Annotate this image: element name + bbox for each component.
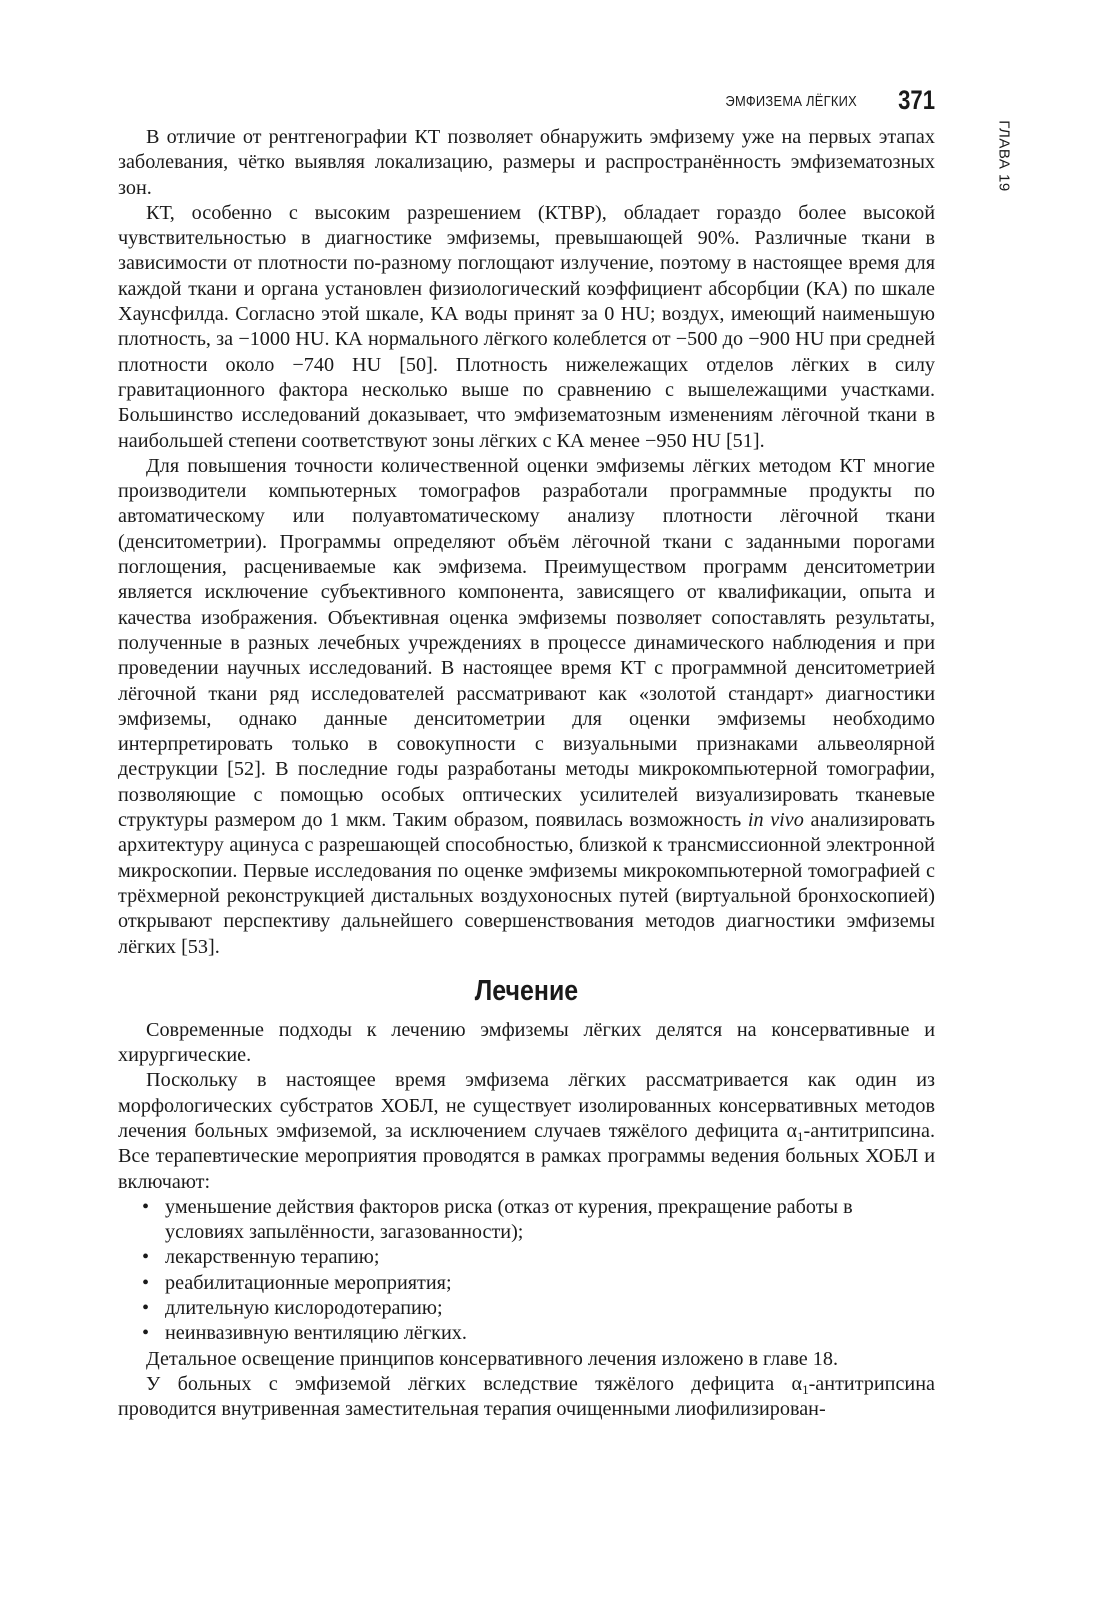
alpha-subscript: 1 bbox=[797, 1128, 804, 1144]
paragraph-copd-text-1: Поскольку в настоящее время эмфизема лёгких рассматривается как один из морфологических субстратов ХОБЛ, не существует изолированных консервативных методов лечения больных эмфиземой, за исключением случаев тяжёлого дефицита α bbox=[118, 1069, 935, 1142]
paragraph-copd-text-2: -антитрипсина. Все терапевтические мероприятия проводятся в рамках программы ведения больных ХОБЛ и включают: bbox=[118, 1119, 935, 1193]
list-item: • уменьшение действия факторов риска (отказ от курения, прекращение работы в условиях запылённости, загазованности); bbox=[118, 1195, 935, 1246]
chapter-tab-label: ГЛАВА 19 bbox=[995, 120, 1013, 192]
treatment-list bbox=[118, 1195, 935, 1347]
running-title: ЭМФИЗЕМА ЛЁГКИХ bbox=[725, 93, 857, 110]
list-item: • длительную кислородотерапию; bbox=[118, 1296, 935, 1321]
paragraph-densitometry bbox=[118, 454, 935, 960]
paragraph-copd-programme bbox=[118, 1068, 935, 1194]
paragraph-replacement-text-1: У больных с эмфиземой лёгких вследствие тяжёлого дефицита α bbox=[146, 1372, 803, 1395]
paragraph-treatment-approaches: Современные подходы к лечению эмфиземы лёгких делятся на консервативные и хирургические. bbox=[118, 1018, 935, 1067]
paragraph-densitometry-italic: in vivo bbox=[747, 809, 804, 832]
paragraph-chapter-reference: Детальное освещение принципов консервативного лечения изложено в главе 18. bbox=[146, 1347, 839, 1370]
paragraph-ct-sensitivity: КТ, особенно с высоким разрешением (КТВР), обладает гораздо более высокой чувствительностью в диагностике эмфиземы, превышающей 90%. Различные ткани в зависимости от плотности по-разному поглощают излучение, поэтому в настоящее время для каждой ткани и органа установлен физиологический коэффициент абсорбции (КА) по шкале Хаунсфилда. Согласно этой шкале, КА воды принят за 0 HU; воздух, имеющий наименьшую плотность, за −1000 HU. КА нормального лёгкого колеблется от −500 до −900 HU при средней плотности около −740 HU [50]. Плотность нижележащих отделов лёгких в силу гравитационного фактора несколько выше по сравнению с вышележащими участками. Большинство исследований доказывает, что эмфизематозным изменениям лёгочной ткани в наибольшей степени соответствуют зоны лёгких с КА менее −950 HU [51]. bbox=[118, 201, 935, 452]
section-heading: Лечение bbox=[474, 974, 579, 1007]
paragraph-densitometry-text-2: анализировать архитектуру ацинуса с разрешающей способностью, близкой к трансмиссионной электронной микроскопии. Первые исследования по оценке эмфиземы микрокомпьютерной томографией с трёхмерной реконструкцией дистальных воздухоносных путей (виртуальной бронхоскопией) открывают перспективу дальнейшего совершенствования методов диагностики эмфиземы лёгких [53]. bbox=[118, 809, 935, 958]
paragraph-densitometry-text-1: Для повышения точности количественной оценки эмфиземы лёгких методом КТ многие производители компьютерных томографов разработали программные продукты по автоматическому или полуавтоматическому анализу плотности лёгочной ткани (денситометрии). Программы определяют объём лёгочной ткани с заданными порогами поглощения, расцениваемые как эмфизема. Преимуществом программ денситометрии является исключение субъективного компонента, зависящего от квалификации, опыта и качества изображения. Объективная оценка эмфиземы позволяет сопоставлять результаты, полученные в разных лечебных учреждениях в процессе динамического наблюдения и при проведении научных исследований. В настоящее время КТ с программной денситометрией лёгочной ткани ряд исследователей рассматривают как «золотой стандарт» диагностики эмфиземы, однако данные денситометрии для оценки эмфиземы необходимо интерпретировать только в совокупности с визуальными признаками альвеолярной деструкции [52]. В последние годы разработаны методы микрокомпьютерной томографии, позволяющие с помощью особых оптических усилителей визуализировать тканевые структуры размером до 1 мкм. Таким образом, появилась возможность bbox=[118, 454, 935, 832]
paragraph-replacement-text-2: -антитрипсина проводится внутривенная заместительная терапия очищенными лиофилизирован- bbox=[118, 1372, 935, 1421]
chapter-tab bbox=[989, 120, 1019, 192]
paragraph-replacement-therapy bbox=[118, 1372, 935, 1423]
running-header bbox=[118, 85, 935, 118]
page-body bbox=[118, 125, 935, 1423]
page-number: 371 bbox=[898, 85, 935, 115]
list-item: • лекарственную терапию; bbox=[118, 1245, 935, 1270]
paragraph-ct-early-detection: В отличие от рентгенографии КТ позволяет обнаружить эмфизему уже на первых этапах заболевания, чётко выявляя локализацию, размеры и распространённость эмфизематозных зон. bbox=[118, 126, 935, 199]
alpha-subscript: 1 bbox=[802, 1381, 809, 1397]
list-item: • реабилитационные мероприятия; bbox=[118, 1271, 935, 1296]
list-item: • неинвазивную вентиляцию лёгких. bbox=[118, 1321, 935, 1346]
